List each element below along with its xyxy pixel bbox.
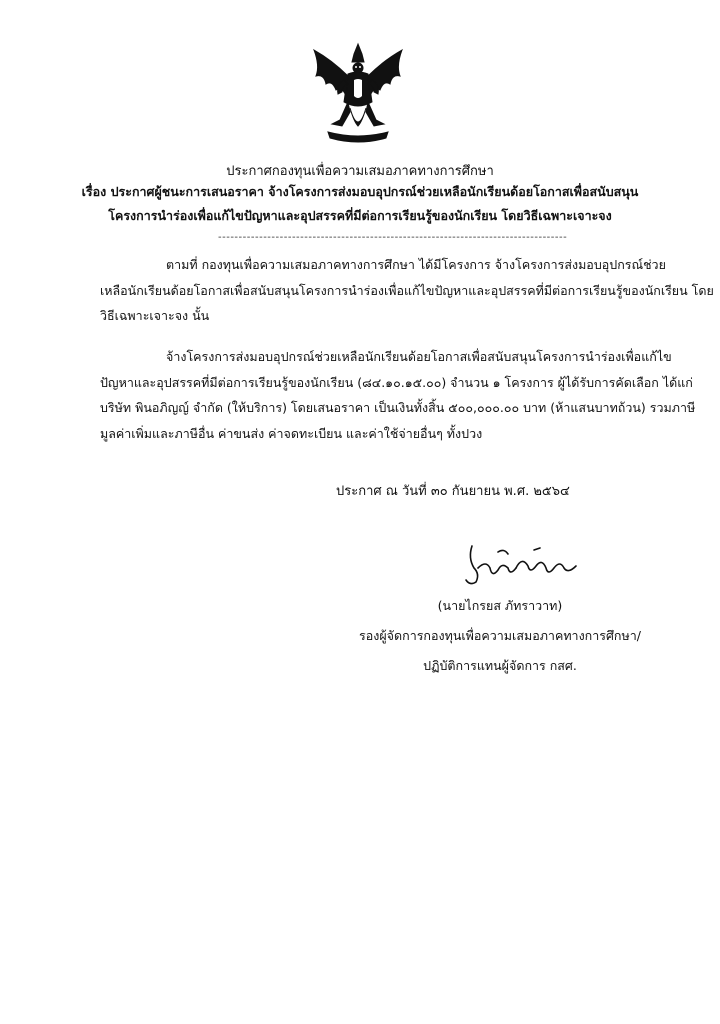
subject-line-2: โครงการนำร่องเพื่อแก้ไขปัญหาและอุปสรรคที่มีต่อการเรียนรู้ของนักเรียน โดยวิธีเฉพาะเจาะจง [108,208,612,223]
signatory-name: (นายไกรยส ภัทราวาท) [437,598,563,613]
issuer-title: ประกาศกองทุนเพื่อความเสมอภาคทางการศึกษา [226,164,494,179]
garuda-emblem-icon [302,40,414,152]
paragraph-1 [100,252,714,329]
paragraph-1-line: เหลือนักเรียนด้อยโอกาสเพื่อสนับสนุนโครงการนำร่องเพื่อแก้ไขปัญหาและอุปสรรคที่มีต่อการเรียนรู้ของนักเรียน โดย [100,282,714,298]
paragraph-2 [100,344,696,446]
paragraph-1-line: วิธีเฉพาะเจาะจง นั้น [100,308,210,323]
paragraph-2-line: บริษัท พินอภิญญ์ จำกัด (ให้บริการ) โดยเสนอราคา เป็นเงินทั้งสิ้น ๕๐๐,๐๐๐.๐๐ บาท (ห้าแสนบาทถ้วน) รวมภาษี [100,400,696,415]
paragraph-2-line: มูลค่าเพิ่มและภาษีอื่น ค่าขนส่ง ค่าจดทะเบียน และค่าใช้จ่ายอื่นๆ ทั้งปวง [100,425,483,441]
handwritten-signature-icon [458,538,588,592]
paragraph-2-line: จ้างโครงการส่งมอบอุปกรณ์ช่วยเหลือนักเรียนด้อยโอกาสเพื่อสนับสนุนโครงการนำร่องเพื่อแก้ไข [166,349,672,364]
signatory-position-line-2: ปฏิบัติการแทนผู้จัดการ กสศ. [423,658,577,673]
announcement-date: ประกาศ ณ วันที่ ๓๐ กันยายน พ.ศ. ๒๕๖๔ [336,484,570,499]
paragraph-2-line: ปัญหาและอุปสรรคที่มีต่อการเรียนรู้ของนักเรียน (๘๔.๑๐.๑๕.๐๐) จำนวน ๑ โครงการ ผู้ได้รับการคัดเลือก ได้แก่ [100,374,693,390]
subject-line-1: เรื่อง ประกาศผู้ชนะการเสนอราคา จ้างโครงการส่งมอบอุปกรณ์ช่วยเหลือนักเรียนด้อยโอกาสเพื่อสนับสนุน [81,184,639,199]
paragraph-1-line: ตามที่ กองทุนเพื่อความเสมอภาคทางการศึกษา ได้มีโครงการ จ้างโครงการส่งมอบอุปกรณ์ช่วย [166,257,666,272]
divider-line: ------------------------------------------------------------------------------------- [218,232,568,243]
signatory-position-line-1: รองผู้จัดการกองทุนเพื่อความเสมอภาคทางการศึกษา/ [359,628,641,643]
